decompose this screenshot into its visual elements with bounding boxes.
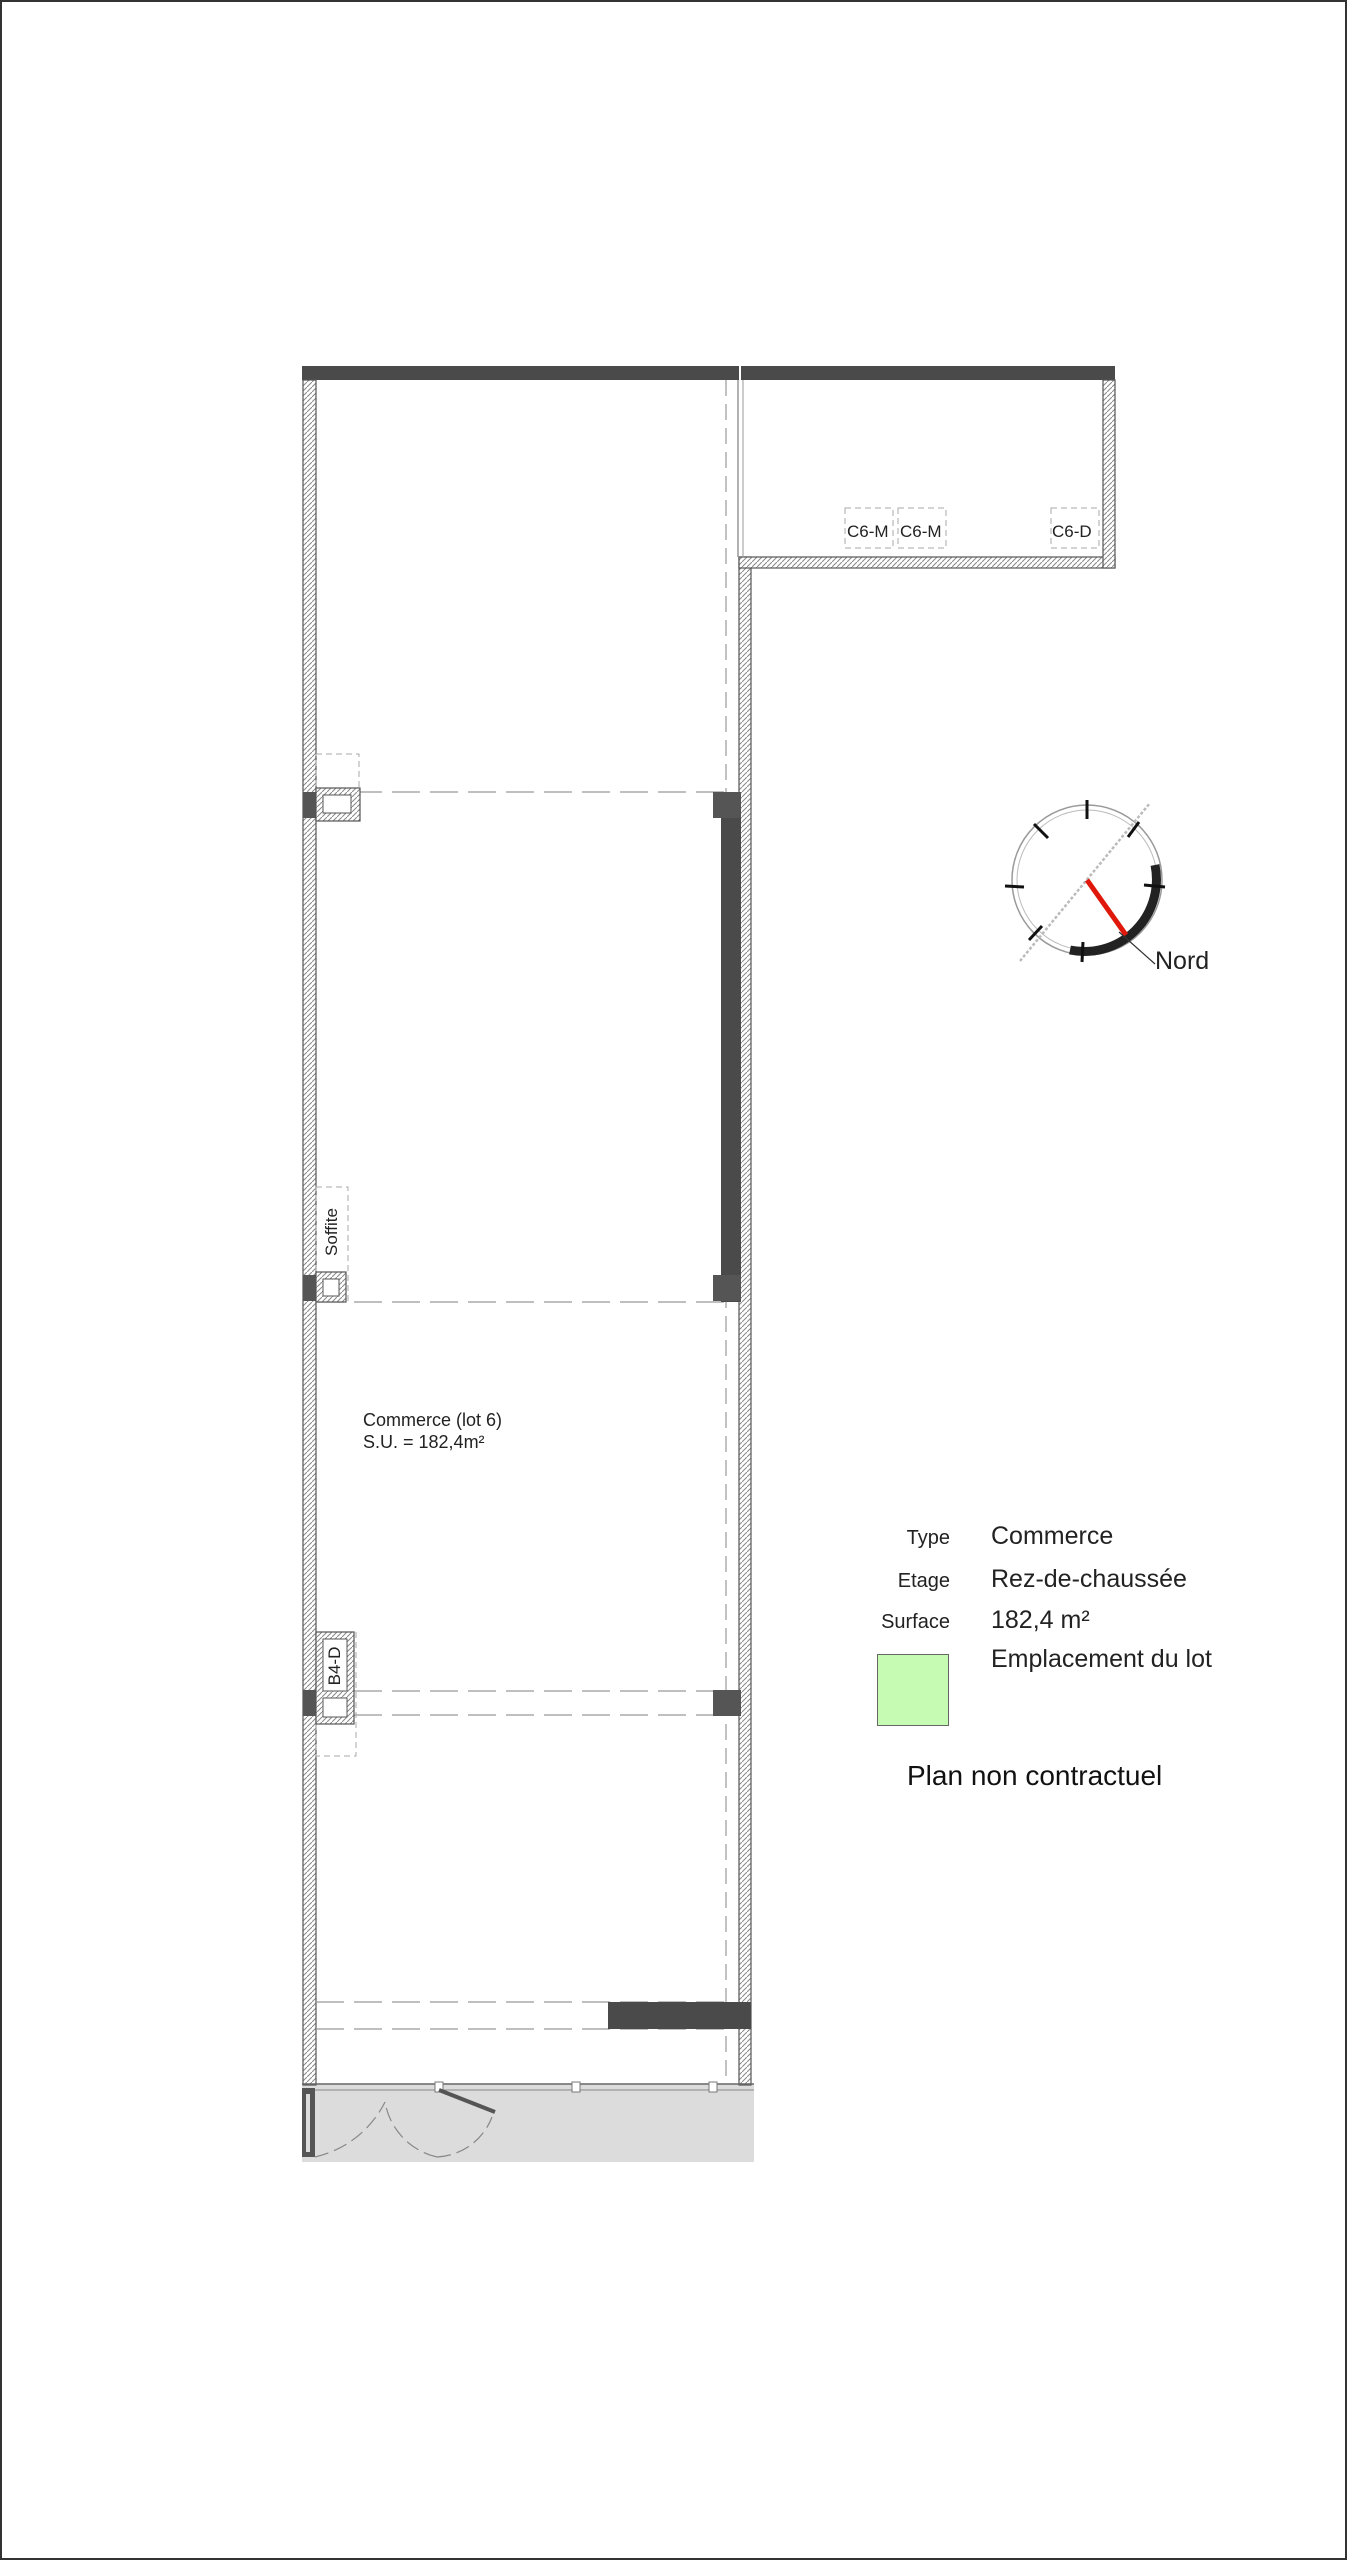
tag-soffite: Soffite: [322, 1208, 341, 1256]
floor-value: Rez-de-chaussée: [991, 1565, 1187, 1593]
pillar: [713, 1690, 741, 1716]
tag-b4d: B4-D: [325, 1646, 344, 1686]
surface-key: Surface: [881, 1611, 950, 1633]
tag-c6m-1: C6-M: [847, 522, 889, 541]
legend-swatch: [877, 1654, 949, 1726]
floor-plan-drawing: [2, 2, 1347, 2562]
north-arrow: [1087, 880, 1126, 935]
left-wall: [303, 380, 316, 2085]
bottom-wall-stub: [608, 2002, 751, 2029]
legend-label: Emplacement du lot: [991, 1645, 1212, 1673]
pillar: [713, 1275, 741, 1301]
disclaimer: Plan non contractuel: [907, 1760, 1163, 1791]
pillar: [713, 792, 741, 818]
annex-right-wall: [1103, 380, 1115, 568]
room-surface: S.U. = 182,4m²: [363, 1432, 485, 1452]
floor-key: Etage: [897, 1570, 950, 1592]
entrance-area: [302, 2084, 754, 2162]
shear-wall: [721, 794, 741, 1302]
tag-c6d: C6-D: [1052, 522, 1092, 541]
room-name: Commerce (lot 6): [363, 1410, 503, 1430]
north-label: Nord: [1155, 947, 1210, 975]
tag-c6m-2: C6-M: [900, 522, 942, 541]
annex-bottom-wall: [739, 557, 1115, 568]
surface-value: 182,4 m²: [991, 1606, 1090, 1634]
top-wall: [302, 366, 1115, 380]
type-value: Commerce: [991, 1522, 1114, 1550]
right-wall: [739, 557, 751, 2085]
type-key: Type: [906, 1527, 950, 1549]
north-compass: [1005, 800, 1165, 964]
